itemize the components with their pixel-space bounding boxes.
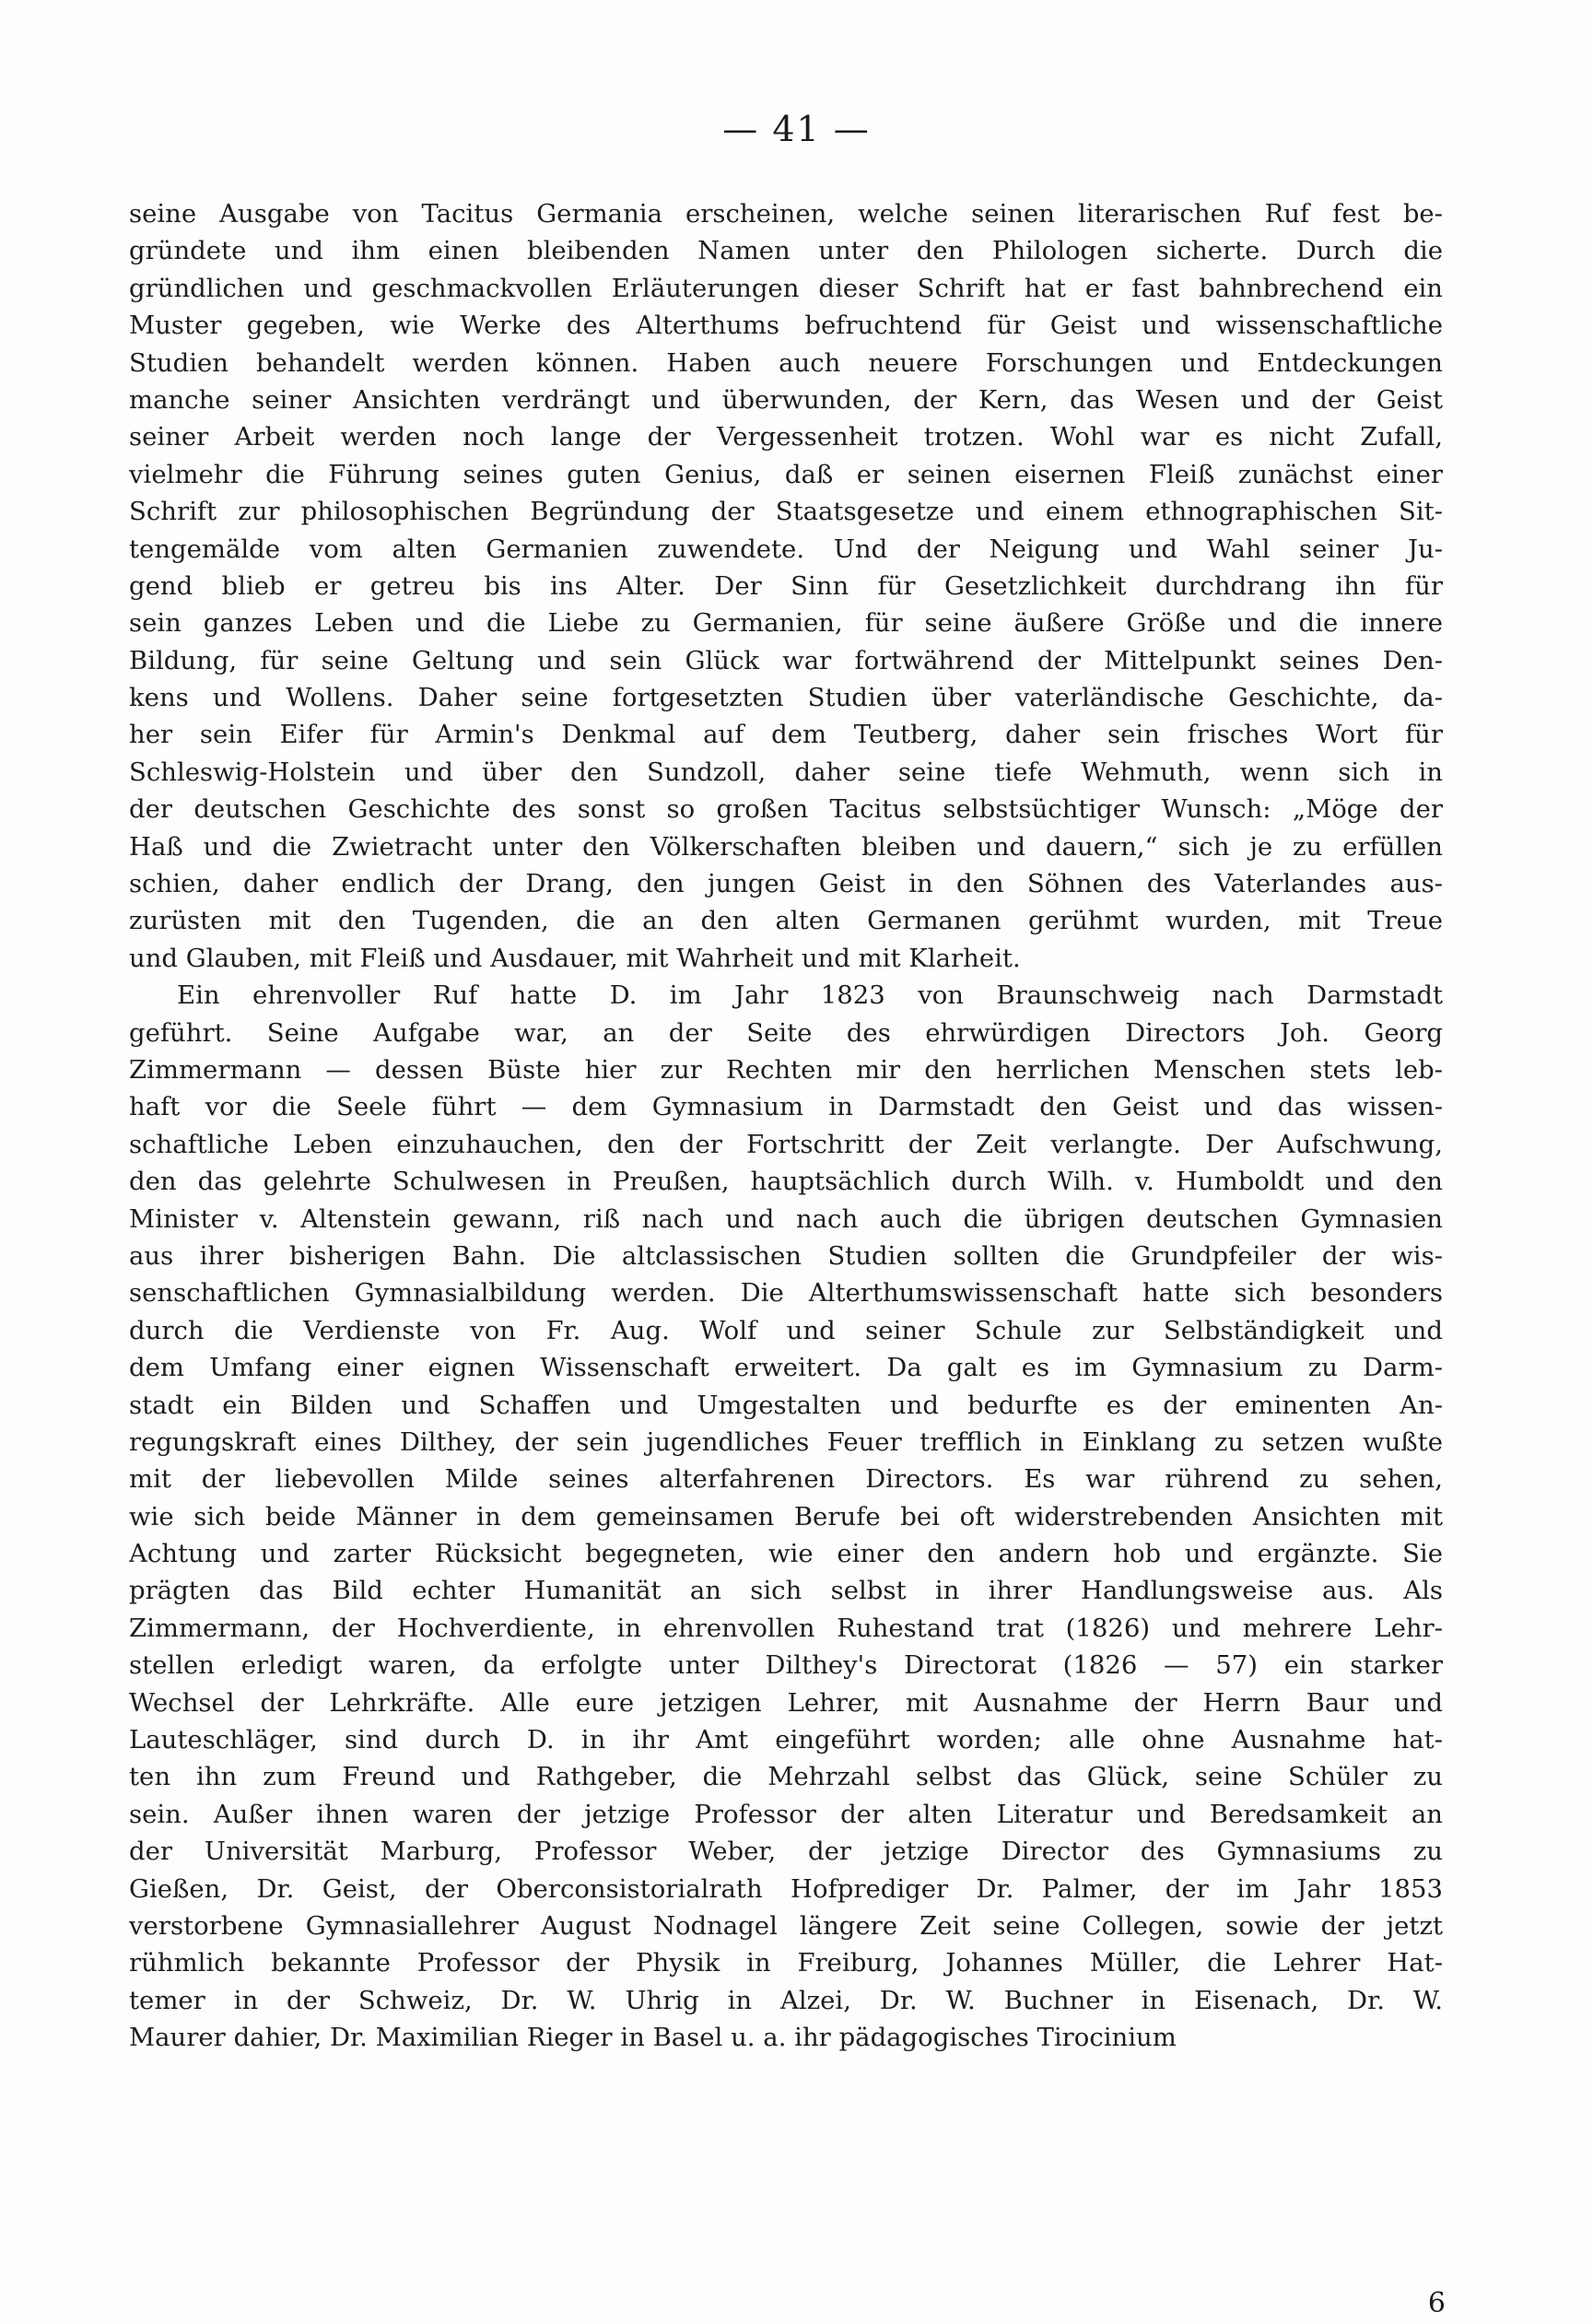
text-line: seiner Arbeit werden noch lange der Vergessenheit trotzen. Wohl war es nicht Zufall, (129, 422, 1443, 452)
text-line: schaftliche Leben einzuhauchen, den der Fortschritt der Zeit verlangte. Der Aufschwung, (129, 1129, 1443, 1159)
text-line: stadt ein Bilden und Schaffen und Umgestalten und bedurfte es der eminenten An- (129, 1390, 1443, 1420)
text-line: her sein Eifer für Armin's Denkmal auf dem Teutberg, daher sein frisches Wort für (129, 720, 1443, 750)
text-line: Haß und die Zwietracht unter den Völkerschaften bleiben und dauern,“ sich je zu erfüllen (129, 831, 1443, 862)
text-line: gründlichen und geschmackvollen Erläuterungen dieser Schrift hat er fast bahnbrechend ein (129, 273, 1443, 303)
text-line: aus ihrer bisherigen Bahn. Die altclassischen Studien sollten die Grundpfeiler der wis- (129, 1240, 1443, 1271)
text-line: mit der liebevollen Milde seines alterfahrenen Directors. Es war rührend zu sehen, (129, 1464, 1443, 1495)
text-line: vielmehr die Führung seines guten Genius, daß er seinen eisernen Fleiß zunächst einer (129, 459, 1443, 489)
text-line: rühmlich bekannte Professor der Physik in Freiburg, Johannes Müller, die Lehrer Hat- (129, 1948, 1443, 1978)
text-line: und Glauben, mit Fleiß und Ausdauer, mit Wahrheit und mit Klarheit. (129, 943, 1021, 973)
text-line: stellen erledigt waren, da erfolgte unter Dilthey's Directorat (1826 — 57) ein starker (129, 1650, 1443, 1681)
text-line: sein. Außer ihnen waren der jetzige Professor der alten Literatur und Beredsamkeit an (129, 1799, 1443, 1829)
text-line: manche seiner Ansichten verdrängt und überwunden, der Kern, das Wesen und der Geist (129, 384, 1443, 415)
text-line: geführt. Seine Aufgabe war, an der Seite des ehrwürdigen Directors Joh. Georg (129, 1017, 1443, 1048)
text-line: Maurer dahier, Dr. Maximilian Rieger in Basel u. a. ihr pädagogisches Tirocinium (129, 2023, 1177, 2053)
text-line: der Universität Marburg, Professor Weber, der jetzige Director des Gymnasiums zu (129, 1837, 1443, 1867)
text-line: Zimmermann, der Hochverdiente, in ehrenvollen Ruhestand trat (1826) und mehrere Lehr- (129, 1613, 1443, 1643)
text-line: Bildung, für seine Geltung und sein Glück war fortwährend der Mittelpunkt seines Den- (129, 645, 1443, 675)
text-line: schien, daher endlich der Drang, den jungen Geist in den Söhnen des Vaterlandes aus- (129, 869, 1443, 899)
text-line: regungskraft eines Dilthey, der sein jugendliches Feuer trefflich in Einklang zu setzen wußte (129, 1426, 1443, 1457)
text-line: haft vor die Seele führt — dem Gymnasium in Darmstadt den Geist und das wissen- (129, 1092, 1443, 1122)
text-line: der deutschen Geschichte des sonst so großen Tacitus selbstsüchtiger Wunsch: „Möge der (129, 794, 1443, 825)
text-line: Gießen, Dr. Geist, der Oberconsistorialrath Hofprediger Dr. Palmer, der im Jahr 1853 (129, 1873, 1443, 1904)
text-line: Studien behandelt werden können. Haben auch neuere Forschungen und Entdeckungen (129, 347, 1443, 378)
text-line: Minister v. Altenstein gewann, riß nach und nach auch die übrigen deutschen Gymnasien (129, 1203, 1443, 1234)
page-number: — 41 — (722, 109, 871, 149)
text-line: durch die Verdienste von Fr. Aug. Wolf und seiner Schule zur Selbständigkeit und (129, 1315, 1443, 1345)
text-line: Zimmermann — dessen Büste hier zur Rechten mir den herrlichen Menschen stets leb- (129, 1054, 1443, 1085)
text-line: kens und Wollens. Daher seine fortgesetzten Studien über vaterländische Geschichte, da- (129, 683, 1443, 713)
text-line: senschaftlichen Gymnasialbildung werden. Die Alterthumswissenschaft hatte sich besonders (129, 1278, 1443, 1309)
text-line: prägten das Bild echter Humanität an sich selbst in ihrer Handlungsweise aus. Als (129, 1576, 1443, 1606)
text-line: sein ganzes Leben und die Liebe zu Germanien, für seine äußere Größe und die innere (129, 608, 1443, 639)
text-line: zurüsten mit den Tugenden, die an den alten Germanen gerühmt wurden, mit Treue (129, 906, 1443, 936)
text-line: gründete und ihm einen bleibenden Namen unter den Philologen sicherte. Durch die (129, 236, 1443, 266)
text-line: temer in der Schweiz, Dr. W. Uhrig in Alzei, Dr. W. Buchner in Eisenach, Dr. W. (129, 1985, 1443, 2015)
text-line: verstorbene Gymnasiallehrer August Nodnagel längere Zeit seine Collegen, sowie der jetzt (129, 1910, 1443, 1941)
text-line: Ein ehrenvoller Ruf hatte D. im Jahr 1823 von Braunschweig nach Darmstadt (177, 980, 1443, 1011)
text-line: ten ihn zum Freund und Rathgeber, die Mehrzahl selbst das Glück, seine Schüler zu (129, 1762, 1443, 1792)
text-line: Schleswig-Holstein und über den Sundzoll, daher seine tiefe Wehmuth, wenn sich in (129, 757, 1443, 787)
text-line: seine Ausgabe von Tacitus Germania erscheinen, welche seinen literarischen Ruf fest be- (129, 199, 1443, 229)
signature-mark: 6 (1427, 2287, 1446, 2319)
text-line: Achtung und zarter Rücksicht begegneten, wie einer den andern hob und ergänzte. Sie (129, 1539, 1443, 1569)
text-line: wie sich beide Männer in dem gemeinsamen Berufe bei oft widerstrebenden Ansichten mit (129, 1501, 1443, 1532)
text-line: Lauteschläger, sind durch D. in ihr Amt eingeführt worden; alle ohne Ausnahme hat- (129, 1725, 1443, 1755)
text-line: gend blieb er getreu bis ins Alter. Der Sinn für Gesetzlichkeit durchdrang ihn für (129, 570, 1443, 601)
text-line: Schrift zur philosophischen Begründung der Staatsgesetze und einem ethnographischen Sit- (129, 497, 1443, 527)
text-line: dem Umfang einer eignen Wissenschaft erweitert. Da galt es im Gymnasium zu Darm- (129, 1353, 1443, 1383)
body-text (129, 195, 1443, 2057)
text-line: Wechsel der Lehrkräfte. Alle eure jetzigen Lehrer, mit Ausnahme der Herrn Baur und (129, 1687, 1443, 1718)
text-line: den das gelehrte Schulwesen in Preußen, hauptsächlich durch Wilh. v. Humboldt und den (129, 1167, 1443, 1197)
text-line: Muster gegeben, wie Werke des Alterthums befruchtend für Geist und wissenschaftliche (129, 311, 1443, 341)
text-line: tengemälde vom alten Germanien zuwendete. Und der Neigung und Wahl seiner Ju- (129, 534, 1443, 564)
